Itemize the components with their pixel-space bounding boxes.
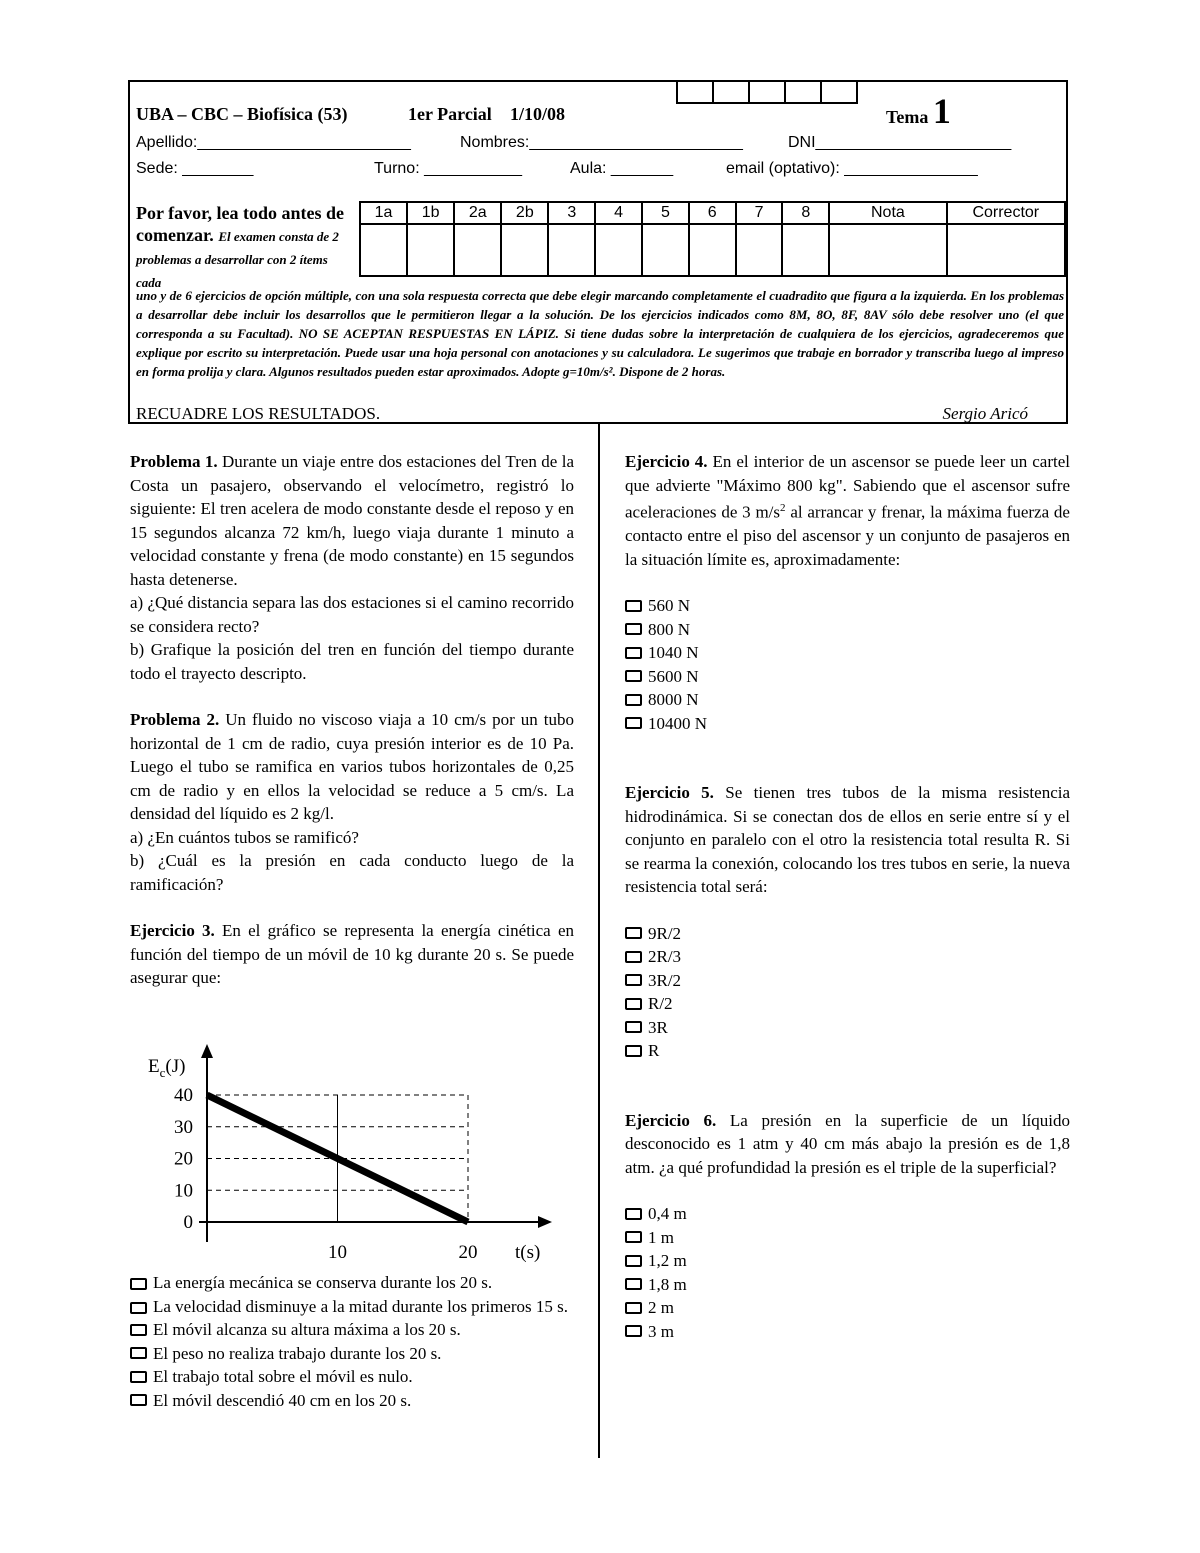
grade-header-1a: 1a	[360, 202, 407, 224]
problema2-a: a) ¿En cuántos tubos se ramificó?	[130, 827, 359, 847]
y-tick-label: 30	[174, 1116, 193, 1138]
ejercicio6-option-label: 1 m	[648, 1227, 674, 1247]
ejercicio3-option-3[interactable]	[130, 1318, 574, 1342]
ejercicio4-option-2[interactable]	[625, 618, 1070, 642]
y-axis-label: $E_c(J)$	[148, 1056, 186, 1080]
ejercicio6-option-label: 0,4 m	[648, 1204, 687, 1224]
ejercicio6-option-1[interactable]	[625, 1202, 1070, 1226]
student-code-boxes[interactable]	[676, 82, 858, 104]
ejercicio4-option-label: 1040 N	[648, 643, 699, 663]
checkbox-icon[interactable]	[130, 1371, 147, 1383]
checkbox-icon[interactable]	[130, 1302, 147, 1314]
aula-field[interactable]: Aula: _______	[570, 160, 674, 177]
ejercicio4-option-label: 560 N	[648, 596, 691, 616]
checkbox-icon[interactable]	[130, 1278, 147, 1290]
checkbox-icon[interactable]	[625, 1325, 642, 1337]
ejercicio5-option-3[interactable]	[625, 969, 1070, 993]
ejercicio5-option-label: 9R/2	[648, 923, 682, 943]
ejercicio3-option-4[interactable]	[130, 1342, 574, 1366]
ejercicio3-option-label: El trabajo total sobre el móvil es nulo.	[153, 1367, 413, 1386]
grade-cell-8[interactable]	[782, 224, 829, 276]
grade-cell-4[interactable]	[595, 224, 642, 276]
ejercicio3-option-label: El peso no realiza trabajo durante los 20 s.	[153, 1343, 442, 1363]
ejercicio3-option-1[interactable]	[130, 1271, 574, 1295]
ejercicio6-option-3[interactable]	[625, 1249, 1070, 1273]
ejercicio4-options	[625, 594, 1070, 735]
grade-cell-6[interactable]	[689, 224, 736, 276]
tema-label: Tema 1	[886, 91, 951, 131]
left-column	[130, 450, 574, 990]
ejercicio4-option-4[interactable]	[625, 665, 1070, 689]
problema1: Problema 1. Durante un viaje entre dos estaciones del Tren de la Costa un pasajero, observando el velocímetro, registró lo siguiente: El tren acelera de modo constante desde el reposo y en 15 segundos alcanza 72 km/h, luego viaja durante 1 minuto a velocidad constante y frena (de modo constante) en 15 segundos hasta detenerse.	[130, 452, 574, 589]
ejercicio3-option-2[interactable]	[130, 1295, 574, 1319]
problema2-b: b) ¿Cuál es la presión en cada conducto luego de la ramificación?	[130, 851, 574, 894]
checkbox-icon[interactable]	[130, 1394, 147, 1406]
grade-header-4: 4	[595, 202, 642, 224]
exam-label: 1er Parcial	[408, 104, 492, 124]
ejercicio6-option-label: 2 m	[648, 1298, 674, 1318]
y-tick-label: 0	[183, 1212, 193, 1233]
sede-field[interactable]: Sede: ________	[136, 160, 254, 177]
grade-cell-nota[interactable]	[829, 224, 946, 276]
ejercicio6-option-5[interactable]	[625, 1296, 1070, 1320]
grade-header-5: 5	[642, 202, 689, 224]
ejercicio3-option-label: La velocidad disminuye a la mitad durante los primeros 15 s.	[153, 1296, 568, 1316]
checkbox-icon[interactable]	[625, 1231, 642, 1243]
dni-field[interactable]: DNI______________________	[788, 134, 1012, 151]
ejercicio5-option-label: 3R	[648, 1017, 668, 1037]
ejercicio4-option-label: 800 N	[648, 619, 691, 639]
checkbox-icon[interactable]	[625, 927, 642, 939]
university-label: UBA – CBC – Biofísica (53)	[136, 104, 348, 124]
y-tick-label: 10	[174, 1180, 193, 1202]
email-field[interactable]: email (optativo): _______________	[726, 160, 978, 177]
y-tick-label: 40	[174, 1085, 193, 1106]
x-axis-arrow	[538, 1216, 552, 1228]
exam-date: 1/10/08	[510, 104, 566, 124]
ejercicio6-option-4[interactable]	[625, 1273, 1070, 1297]
grade-cell-5[interactable]	[642, 224, 689, 276]
checkbox-icon[interactable]	[130, 1347, 147, 1359]
ejercicio6-option-2[interactable]	[625, 1226, 1070, 1250]
ejercicio4-option-label: 8000 N	[648, 690, 699, 710]
checkbox-icon[interactable]	[625, 694, 642, 706]
checkbox-icon[interactable]	[625, 1021, 642, 1033]
ejercicio4: Ejercicio 4. En el interior de un ascensor se puede leer un cartel que advierte "Máximo 800 kg". Sabiendo que el ascensor sufre aceleraciones de 3 $m/s^2$ al arrancar y frenar, la máxima fuerza de contacto entre el piso del ascensor y un conjunto de pasajeros en la situación límite es, aproximadamente:	[625, 452, 1070, 569]
ejercicio6-option-label: 3 m	[648, 1321, 674, 1341]
checkbox-icon[interactable]	[625, 717, 642, 729]
grade-header-nota: Nota	[829, 202, 946, 224]
grade-header-7: 7	[736, 202, 783, 224]
right-column	[625, 450, 1070, 1343]
ejercicio5-option-4[interactable]	[625, 992, 1070, 1016]
ejercicio5-option-label: R/2	[648, 994, 673, 1014]
recuadre-notice: RECUADRE LOS RESULTADOS.	[136, 404, 381, 423]
problema1-b: b) Grafique la posición del tren en función del tiempo durante todo el trayecto descripto.	[130, 640, 574, 683]
x-axis-label: t(s)	[515, 1242, 541, 1263]
grade-cell-1a[interactable]	[360, 224, 407, 276]
ejercicio4-option-6[interactable]	[625, 712, 1070, 736]
problema1-a: a) ¿Qué distancia separa las dos estaciones si el camino recorrido se considera recto?	[130, 593, 574, 636]
checkbox-icon[interactable]	[625, 951, 642, 963]
checkbox-icon[interactable]	[625, 1208, 642, 1220]
ejercicio3-option-label: El móvil alcanza su altura máxima a los 20 s.	[153, 1320, 461, 1339]
ejercicio6: Ejercicio 6. La presión en la superficie de un líquido desconocido es 1 atm y 40 cm más abajo la presión es de 1,8 atm. ¿a qué profundidad la presión es el triple de la superficial?	[625, 1110, 1070, 1177]
checkbox-icon[interactable]	[625, 1278, 642, 1290]
grade-header-3: 3	[548, 202, 595, 224]
grade-table	[359, 201, 1066, 277]
checkbox-icon[interactable]	[625, 647, 642, 659]
ejercicio5-option-label: 3R/2	[648, 970, 682, 990]
ejercicio4-option-1[interactable]	[625, 594, 1070, 618]
checkbox-icon[interactable]	[130, 1324, 147, 1336]
exam-header	[128, 80, 1068, 424]
ejercicio5-option-label: R	[648, 1041, 660, 1061]
grade-header-1b: 1b	[407, 202, 454, 224]
ejercicio6-options	[625, 1202, 1070, 1343]
grade-header-6: 6	[689, 202, 736, 224]
exam-instructions: uno y de 6 ejercicios de opción múltiple, con una sola respuesta correcta que debe elegir marcando completamente el cuadradito que figura a la izquierda. En los problemas a desarrollar debe incluir los desarrollos que le permitieron llegar a la solución. De los ejercicios indicados como 8M, 8O, 8F, 8AV sólo debe resolver uno (el que corresponda a su Facultad). NO SE ACEPTAN RESPUESTAS EN LÁPIZ. Si tiene dudas sobre la interpretación de cualquiera de los ejercicios, agradeceremos que explique por escrito su interpretación. Puede usar una hoja personal con anotaciones y su calculadora. Le sugerimos que trabaje en borrador y transcriba luego al impreso en forma prolija y clara. Algunos resultados pueden estar aproximados. Adopte g=10m/s². Dispone de 2 horas.	[136, 288, 1064, 379]
grade-header-2a: 2a	[454, 202, 501, 224]
ejercicio5-options	[625, 922, 1070, 1063]
nombres-field[interactable]: Nombres:________________________	[460, 134, 743, 151]
checkbox-icon[interactable]	[625, 998, 642, 1010]
ejercicio6-option-6[interactable]	[625, 1320, 1070, 1344]
checkbox-icon[interactable]	[625, 974, 642, 986]
ejercicio5-option-label: 2R/3	[648, 947, 682, 967]
x-tick-label: 20	[458, 1242, 478, 1263]
ejercicio3-option-label: La energía mecánica se conserva durante los 20 s.	[153, 1273, 493, 1292]
grade-cell-1b[interactable]	[407, 224, 454, 276]
checkbox-icon[interactable]	[625, 670, 642, 682]
checkbox-icon[interactable]	[625, 623, 642, 635]
ejercicio3-option-5[interactable]	[130, 1365, 574, 1389]
tema-number: 1	[932, 91, 951, 131]
ejercicio3-option-6[interactable]	[130, 1389, 574, 1413]
column-divider	[598, 424, 600, 1458]
x-tick-label: 10	[328, 1242, 347, 1263]
grade-cell-7[interactable]	[736, 224, 783, 276]
grade-header-corrector: Corrector	[947, 202, 1065, 224]
ejercicio4-option-label: 5600 N	[648, 666, 699, 686]
ejercicio3-options	[130, 1271, 574, 1412]
grade-header-8: 8	[782, 202, 829, 224]
intro-notice	[136, 202, 348, 293]
ejercicio3-option-label: El móvil descendió 40 cm en los 20 s.	[153, 1390, 412, 1410]
checkbox-icon[interactable]	[625, 1045, 642, 1057]
ejercicio4-option-5[interactable]	[625, 688, 1070, 712]
grade-cell-2b[interactable]	[501, 224, 548, 276]
ejercicio5-option-6[interactable]	[625, 1039, 1070, 1063]
problema2: Problema 2. Un fluido no viscoso viaja a 10 cm/s por un tubo horizontal de 1 cm de radio, cuya presión interior es de 10 Pa. Luego el tubo se ramifica en varios tubos horizontales de 0,25 cm de radio y en ellos la velocidad se reduce a 5 cm/s. La densidad del líquido es 2 kg/l.	[130, 710, 574, 823]
ejercicio4-option-label: 10400 N	[648, 713, 708, 733]
ejercicio6-option-label: 1,8 m	[648, 1274, 687, 1294]
grade-cell-corrector[interactable]	[947, 224, 1065, 276]
grade-cell-2a[interactable]	[454, 224, 501, 276]
checkbox-icon[interactable]	[625, 1302, 642, 1314]
ejercicio5-option-5[interactable]	[625, 1016, 1070, 1040]
ejercicio4-option-3[interactable]	[625, 641, 1070, 665]
kinetic-energy-chart	[140, 1040, 580, 1270]
intro-bold-text: Por favor, lea todo antes de comenzar.	[136, 203, 344, 245]
apellido-field[interactable]: Apellido:________________________	[136, 134, 411, 151]
checkbox-icon[interactable]	[625, 1255, 642, 1267]
ejercicio5: Ejercicio 5. Se tienen tres tubos de la misma resistencia hidrodinámica. Si se conectan dos de ellos en serie entre sí y el conjunto en paralelo con el otro la resistencia total resulta R. Si se rearma la conexión, colocando los tres tubos en serie, la nueva resistencia total será:	[625, 783, 1071, 897]
ejercicio5-option-1[interactable]	[625, 922, 1070, 946]
checkbox-icon[interactable]	[625, 600, 642, 612]
y-axis-arrow	[201, 1044, 213, 1058]
ejercicio6-option-label: 1,2 m	[648, 1251, 687, 1271]
y-tick-label: 20	[174, 1148, 193, 1170]
author-name: Sergio Aricó	[942, 404, 1028, 423]
ejercicio5-option-2[interactable]	[625, 945, 1070, 969]
grade-cell-3[interactable]	[548, 224, 595, 276]
grade-header-2b: 2b	[501, 202, 548, 224]
turno-field[interactable]: Turno: ___________	[374, 160, 522, 177]
intro-italic-text: El examen consta de 2 problemas a desarrollar con 2 ítems cada	[136, 229, 339, 290]
ejercicio3: Ejercicio 3. En el gráfico se representa la energía cinética en función del tiempo de un móvil de 10 kg durante 20 s. Se puede asegurar que:	[130, 921, 575, 987]
